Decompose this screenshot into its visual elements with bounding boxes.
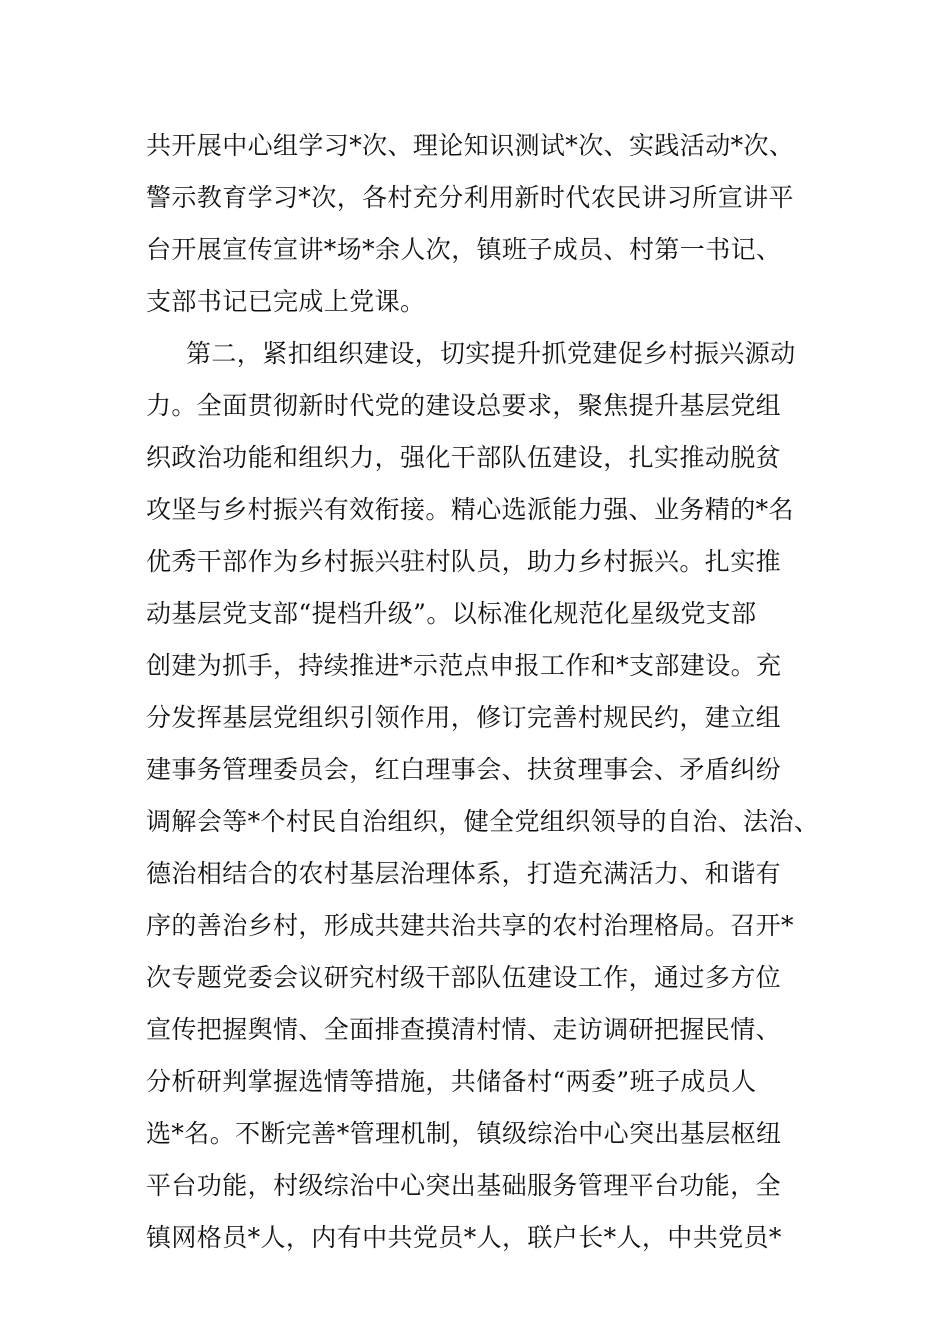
text-line: 调解会等*个村民自治组织，健全党组织领导的自治、法治、 <box>146 807 820 836</box>
text-line: 创建为抓手，持续推进*示范点申报工作和*支部建设。充 <box>146 651 782 680</box>
text-line: 序的善治乡村，形成共建共治共享的农村治理格局。召开* <box>146 911 794 940</box>
text-line: 选*名。不断完善*管理机制，镇级综治中心突出基层枢纽 <box>146 1119 782 1148</box>
text-line: 建事务管理委员会，红白理事会、扶贫理事会、矛盾纠纷 <box>146 755 782 784</box>
text-line: 台开展宣传宣讲*场*余人次，镇班子成员、村第一书记、 <box>146 235 782 264</box>
text-line: 动基层党支部“提档升级”。以标准化规范化星级党支部 <box>146 599 757 628</box>
text-line: 镇网格员*人，内有中共党员*人，联户长*人，中共党员* <box>146 1223 782 1252</box>
text-line: 优秀干部作为乡村振兴驻村队员，助力乡村振兴。扎实推 <box>146 547 782 576</box>
text-line: 支部书记已完成上党课。 <box>146 287 426 316</box>
text-line: 攻坚与乡村振兴有效衔接。精心选派能力强、业务精的*名 <box>146 495 794 524</box>
text-line: 分析研判掌握选情等措施，共储备村“两委”班子成员人 <box>146 1067 757 1096</box>
text-line: 平台功能，村级综治中心突出基础服务管理平台功能，全 <box>146 1171 782 1200</box>
text-line: 警示教育学习*次，各村充分利用新时代农民讲习所宣讲平 <box>146 183 794 212</box>
paragraph-first-line: 第二，紧扣组织建设，切实提升抓党建促乡村振兴源动 <box>186 339 796 368</box>
text-line: 分发挥基层党组织引领作用，修订完善村规民约，建立组 <box>146 703 782 732</box>
text-line: 织政治功能和组织力，强化干部队伍建设，扎实推动脱贫 <box>146 443 782 472</box>
text-line: 宣传把握舆情、全面排查摸清村情、走访调研把握民情、 <box>146 1015 782 1044</box>
text-line: 次专题党委会议研究村级干部队伍建设工作，通过多方位 <box>146 963 782 992</box>
text-line: 力。全面贯彻新时代党的建设总要求，聚焦提升基层党组 <box>146 391 782 420</box>
text-line: 德治相结合的农村基层治理体系，打造充满活力、和谐有 <box>146 859 782 888</box>
text-line: 共开展中心组学习*次、理论知识测试*次、实践活动*次、 <box>146 131 795 160</box>
